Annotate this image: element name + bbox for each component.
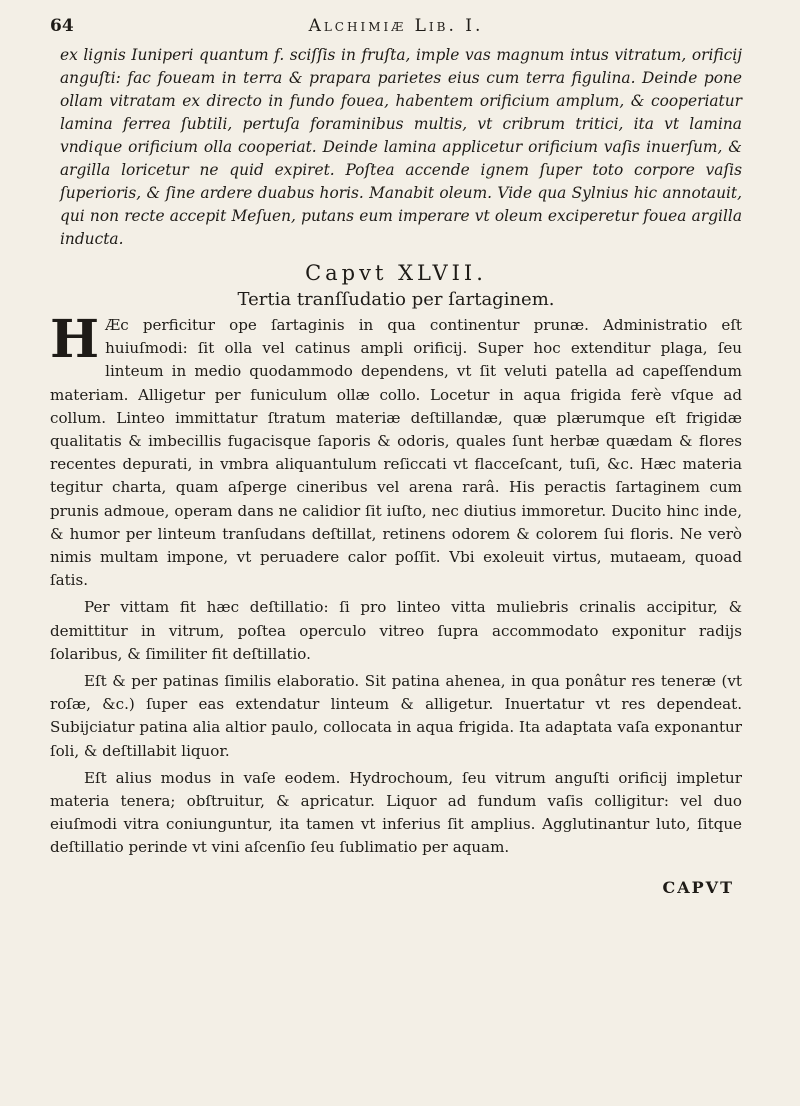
chapter-heading: Capvt XLVII. <box>305 261 487 285</box>
page-number: 64 <box>50 16 74 36</box>
paragraph-2: Per vittam fit hæc deſtillatio: ſi pro linteo vitta muliebris crinalis accipitur, & demittitur in vitrum, poſtea operculo vitreo ſupra accommodato exponitur radijs ſolaribus, & ſimiliter fit deſtillatio. <box>50 598 742 663</box>
paragraph-1 <box>50 309 742 592</box>
paragraph-4: Eſt alius modus in vaſe eodem. Hydrochoum, ſeu vitrum anguſti orificij impletur materia tenera; obſtruitur, & apricatur. Liquor ad fundum vaſis colligitur: vel duo eiuſmodi vitra coniunguntur, ita tamen vt inferius ſit amplius. Agglutinantur luto, ſitque deſtillatio perinde vt vini aſcenſio ſeu ſublimatio per aquam. <box>50 768 742 857</box>
catchword: CAPVT <box>662 877 734 897</box>
page-header <box>50 16 742 36</box>
italic-passage: ex lignis Iuniperi quantum f. sciſſis in fruſta, imple vas magnum intus vitratum, orificij anguſti: fac foueam in terra & prapara parietes eius cum terra figulina. Deinde pone ollam vitratam ex directo in fundo fouea, habentem orificium amplum, & cooperiatur lamina ferrea ſubtili, pertuſa foraminibus multis, vt cribrum tritici, ita vt lamina vndique orificium olla cooperiat. Deinde lamina applicetur orificium vaſis inuerſum, & argilla loricetur ne quid expiret. Poſtea accende ignem ſuper toto corpore vaſis ſuperioris, & ſine ardere duabus horis. Manabit oleum. Vide qua Sylnius hic annotauit, qui non recte accepit Meſuen, putans eum imperare vt oleum exciperetur fouea argilla inducta. <box>60 46 742 248</box>
running-title: Alchimiæ Lib. I. <box>308 16 484 36</box>
paragraph-3: Eſt & per patinas ſimilis elaboratio. Sit patina ahenea, in qua ponâtur res teneræ (vt roſæ, &c.) ſuper eas extendatur linteum & alligetur. Inuertatur vt res dependeat. Subijciatur patina alia altior paulo, collocata in aqua frigida. Ita adaptata vaſa exponantur ſoli, & deſtillabit liquor. <box>50 672 742 760</box>
drop-cap: H <box>50 309 100 370</box>
chapter-title: Tertia tranſſudatio per ſartaginem. <box>237 289 555 310</box>
paragraph-1-text: Æc perficitur ope ſartaginis in qua continentur prunæ. Administratio eſt huiuſmodi: ſit olla vel catinus ampli orificij. Super hoc extenditur plaga, ſeu linteum in medio quodammodo dependens, vt ſit veluti patella ad capeſſendum materiam. Alligetur per funiculum ollæ collo. Locetur in aqua frigida ferè vſque ad collum. Linteo immittatur ſtratum materiæ deſtillandæ, quæ plærumque eſt frigidæ qualitatis & imbecillis fugacisque ſaporis & odoris, quales ſunt herbæ quædam & flores recentes depurati, in vmbra aliquantulum reſiccati vt flacceſcant, tuſi, &c. Hæc materia tegitur charta, quam aſperge cineribus vel arena rarâ. His peractis ſartaginem cum prunis admoue, operam dans ne calidior ſit iuſto, nec diutius immoretur. Ducito hinc inde, & humor per linteum tranſudans deſtillat, retinens odorem & colorem ſui floris. Ne verò nimis multam impone, vt peruadere calor poſſit. Vbi exoleuit virtus, mutaeam, quoad ſatis. <box>50 316 742 590</box>
